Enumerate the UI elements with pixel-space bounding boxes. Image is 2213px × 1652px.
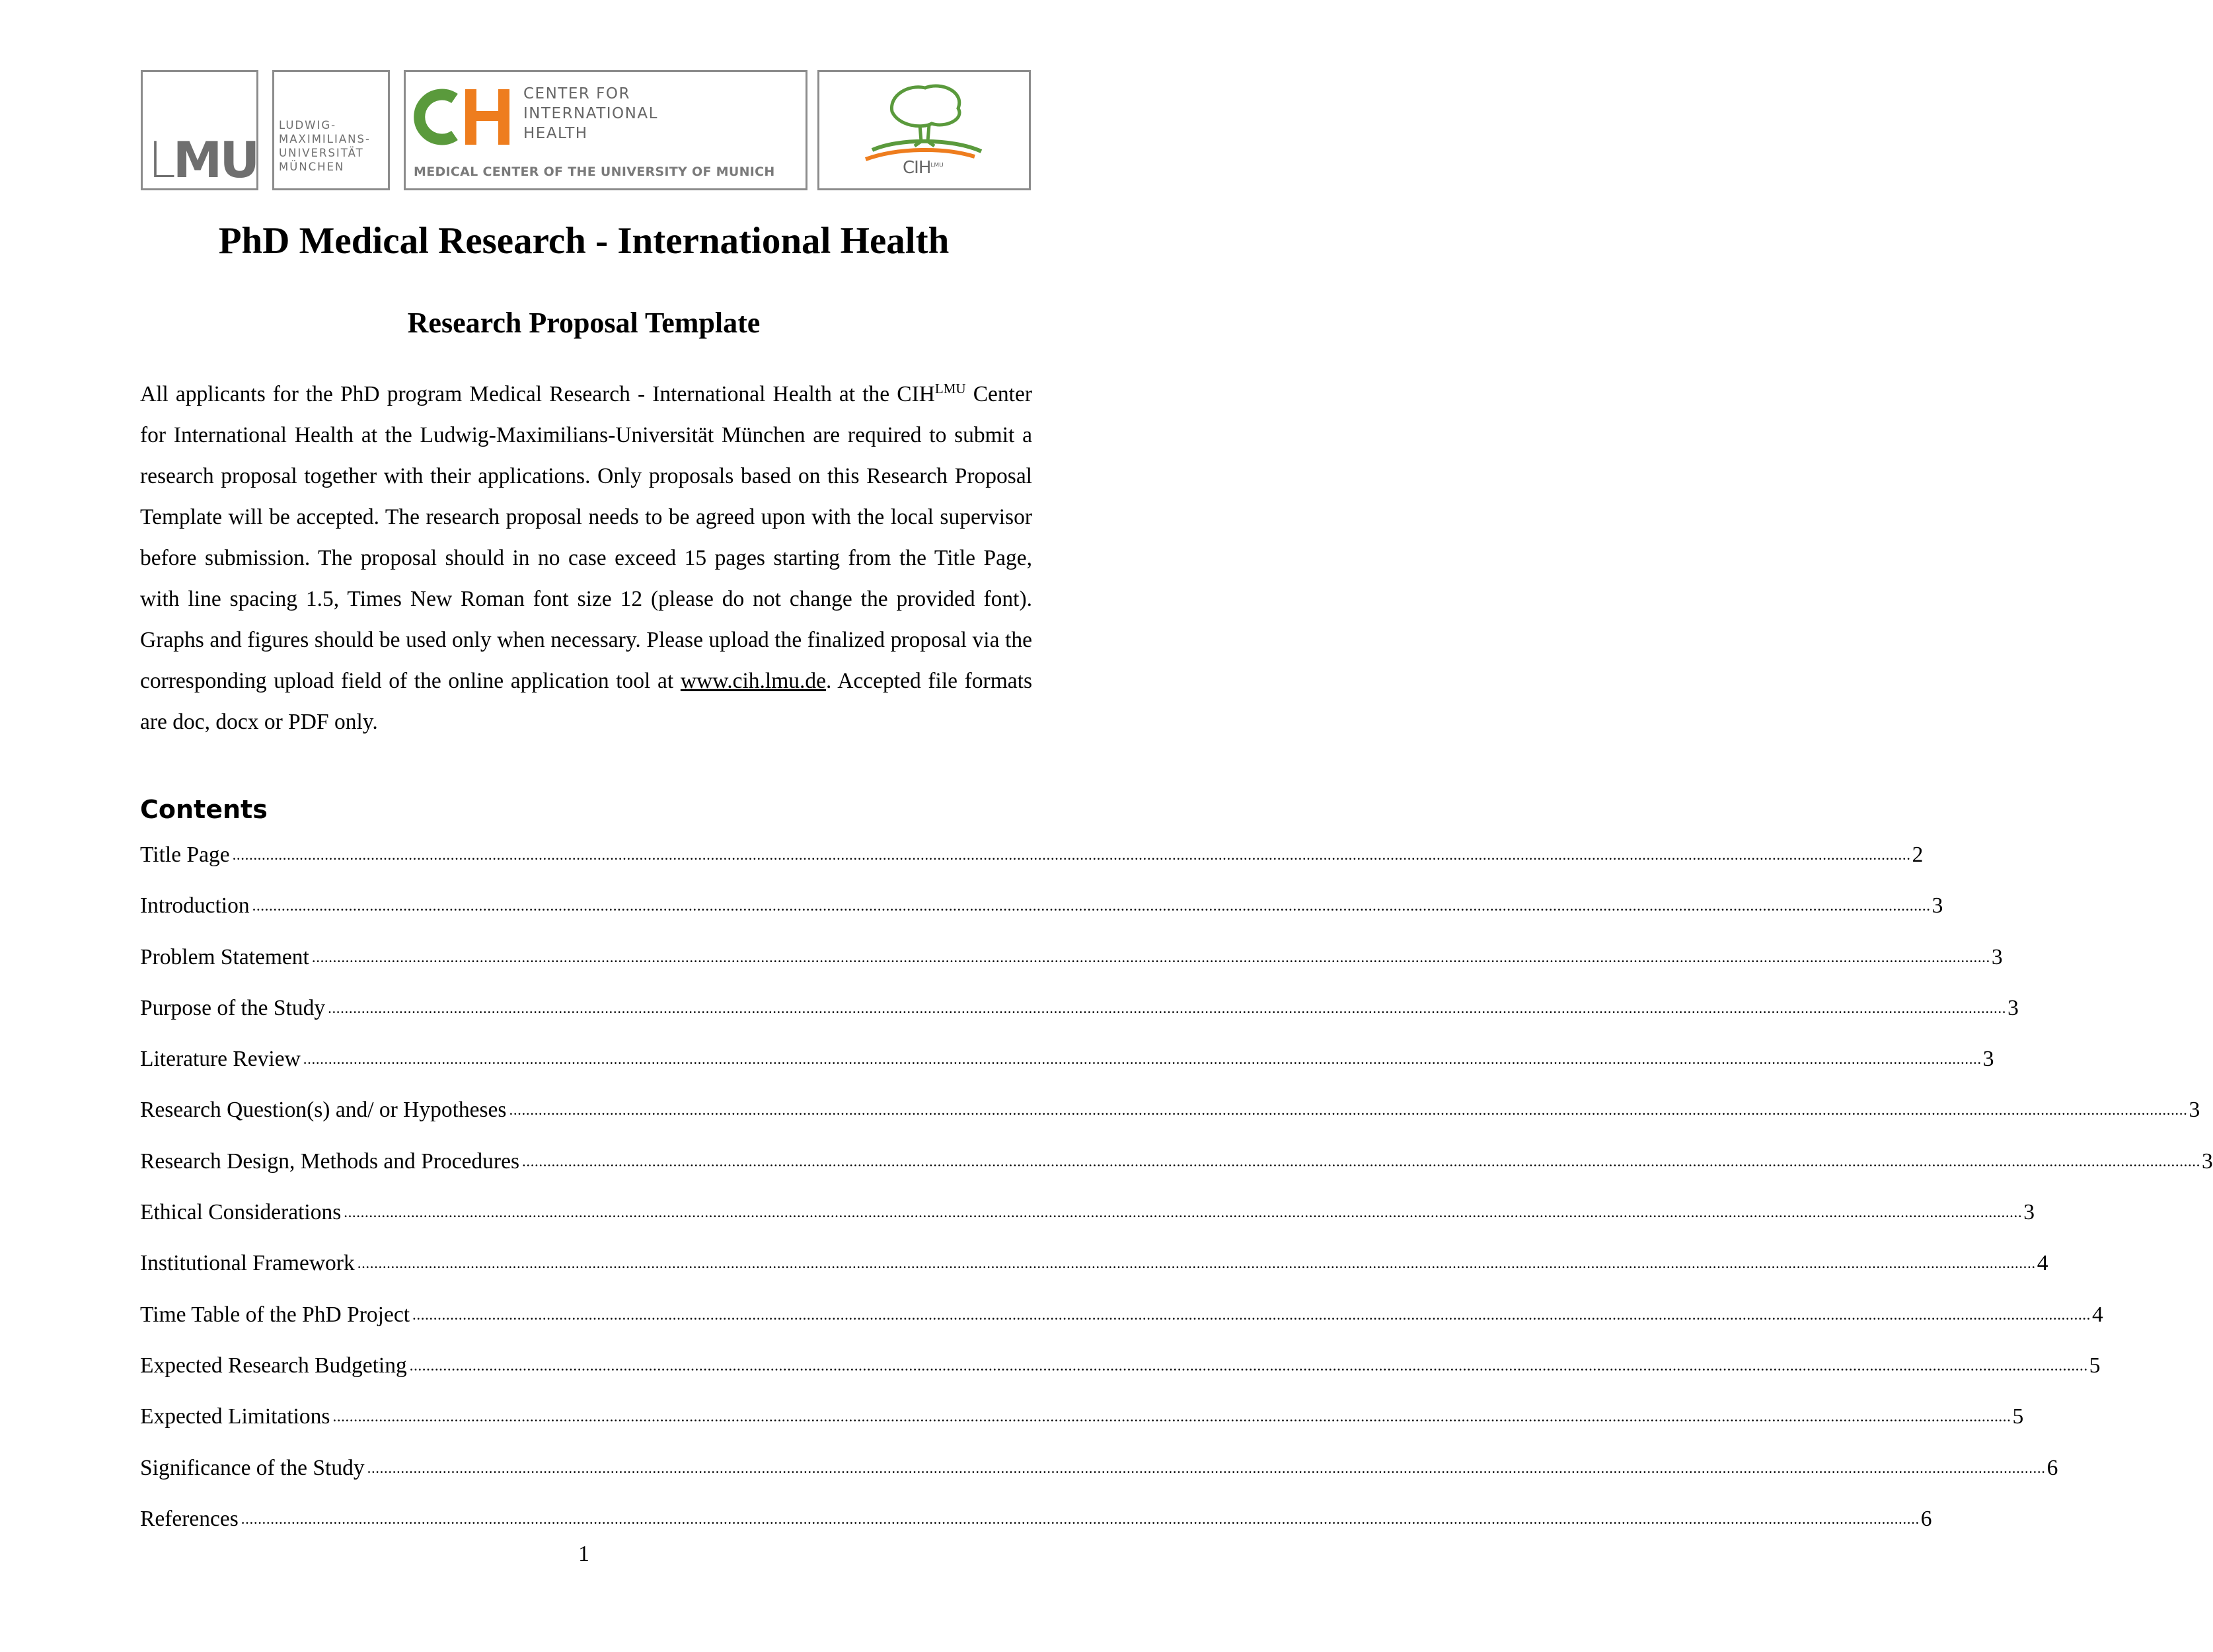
lmu-name-logo <box>272 70 390 190</box>
toc-dot-leader: ................................................................................................................................................................................................................................................................................................................................................................................................................ <box>303 1051 1982 1068</box>
tree-icon <box>859 79 991 165</box>
toc-entry-label: Expected Limitations <box>140 1404 330 1429</box>
toc-dot-leader: ................................................................................................................................................................................................................................................................................................................................................................................................................ <box>241 1510 1920 1527</box>
toc-entry[interactable] <box>140 1298 2103 1349</box>
toc-entry-label: Introduction <box>140 893 250 919</box>
toc-entry-label: Purpose of the Study <box>140 995 326 1020</box>
toc-dot-leader: ................................................................................................................................................................................................................................................................................................................................................................................................................ <box>252 897 1931 915</box>
toc-dot-leader: ................................................................................................................................................................................................................................................................................................................................................................................................................ <box>332 1408 2011 1425</box>
toc-entry[interactable] <box>140 940 2003 991</box>
toc-entry-label: Title Page <box>140 843 230 867</box>
cih-website-link[interactable]: www.cih.lmu.de <box>680 669 827 693</box>
page-number: 1 <box>578 1542 589 1566</box>
toc-entry[interactable] <box>140 1093 2200 1144</box>
page-title: PhD Medical Research - International Health <box>218 220 950 262</box>
toc-entry[interactable] <box>140 1195 2035 1246</box>
toc-entry[interactable] <box>140 1246 2048 1297</box>
toc-entry[interactable] <box>140 1042 1994 1093</box>
toc-entry-page: 4 <box>2037 1251 2048 1276</box>
toc-entry-label: Literature Review <box>140 1047 301 1072</box>
toc-entry-label: Ethical Considerations <box>140 1200 342 1225</box>
toc-entry-page: 3 <box>2202 1148 2213 1174</box>
intro-paragraph: All applicants for the PhD program Medical Research - International Health at the $CIH^{LMU}$ Center for International Health at the Ludwig-Maximilians-Universität München are required to submit a research proposal together with their applications. Only proposals based on this Research Proposal Template will be accepted. The research proposal needs to be agreed upon with the local supervisor before submission. The proposal should in no case exceed 15 pages starting from the Title Page, with line spacing 1.5, Times New Roman font size 12 (please do not change the provided font). Graphs and figures should be used only when necessary. Please upload the finalized proposal via the corresponding upload field of the online application tool at www.cih.lmu.de. Accepted file formats are doc, docx or PDF only. <box>140 381 1032 734</box>
toc-entry-page: 6 <box>1920 1506 1932 1531</box>
toc-entry[interactable] <box>140 1451 2058 1502</box>
toc-dot-leader: ................................................................................................................................................................................................................................................................................................................................................................................................................ <box>232 846 1911 863</box>
toc-dot-leader: ................................................................................................................................................................................................................................................................................................................................................................................................................ <box>509 1102 2188 1119</box>
toc-entry[interactable] <box>140 889 1943 940</box>
toc-entry[interactable] <box>140 1400 2024 1450</box>
toc-entry-page: 3 <box>1982 1047 1994 1072</box>
toc-entry[interactable] <box>140 991 2019 1042</box>
toc-dot-leader: ................................................................................................................................................................................................................................................................................................................................................................................................................ <box>367 1459 2046 1476</box>
cih-subtitle: MEDICAL CENTER OF THE UNIVERSITY OF MUNICH <box>414 165 775 179</box>
toc-entry-page: 3 <box>2189 1098 2200 1123</box>
toc-dot-leader: ................................................................................................................................................................................................................................................................................................................................................................................................................ <box>311 948 1990 965</box>
toc-entry-label: Significance of the Study <box>140 1455 365 1480</box>
toc-entry-page: 3 <box>2023 1200 2035 1225</box>
tree-logo-label: $CIH^{LMU}$ <box>903 158 944 178</box>
cih-letters-icon <box>414 84 519 150</box>
toc-entry-page: 6 <box>2046 1455 2058 1480</box>
page-subtitle: Research Proposal Template <box>407 307 761 339</box>
toc-entry-page: 4 <box>2092 1302 2103 1327</box>
toc-entry-page: 3 <box>1991 944 2003 969</box>
contents-heading: Contents <box>140 795 268 824</box>
toc-entry-label: Institutional Framework <box>140 1251 355 1276</box>
table-of-contents <box>140 838 2213 1553</box>
header-logos <box>141 70 1031 190</box>
toc-dot-leader: ................................................................................................................................................................................................................................................................................................................................................................................................................ <box>357 1255 2036 1272</box>
toc-entry-page: 5 <box>2089 1353 2101 1378</box>
toc-entry-page: 3 <box>1932 893 1943 919</box>
toc-entry-label: Research Design, Methods and Procedures <box>140 1148 519 1174</box>
toc-entry-label: Problem Statement <box>140 944 309 969</box>
toc-entry-page: 5 <box>2012 1404 2024 1429</box>
toc-entry[interactable] <box>140 1349 2101 1400</box>
toc-dot-leader: ................................................................................................................................................................................................................................................................................................................................................................................................................ <box>412 1306 2091 1323</box>
lmu-wordmark: LMU <box>148 131 258 189</box>
toc-dot-leader: ................................................................................................................................................................................................................................................................................................................................................................................................................ <box>409 1357 2088 1374</box>
toc-entry[interactable] <box>140 838 1924 889</box>
toc-entry-label: Research Question(s) and/ or Hypotheses <box>140 1098 507 1123</box>
lmu-logo <box>141 70 258 190</box>
toc-dot-leader: ................................................................................................................................................................................................................................................................................................................................................................................................................ <box>522 1152 2200 1170</box>
cih-tree-logo <box>817 70 1031 190</box>
toc-dot-leader: ................................................................................................................................................................................................................................................................................................................................................................................................................ <box>328 999 2007 1016</box>
toc-entry-page: 2 <box>1912 843 1924 867</box>
toc-entry-page: 3 <box>2007 995 2019 1020</box>
cih-logo <box>404 70 807 190</box>
toc-entry[interactable] <box>140 1145 2213 1195</box>
toc-dot-leader: ................................................................................................................................................................................................................................................................................................................................................................................................................ <box>344 1204 2023 1221</box>
lmu-university-name: LUDWIG- MAXIMILIANS- UNIVERSITÄT MÜNCHEN <box>279 119 371 173</box>
cih-full-name: CENTER FOR INTERNATIONAL HEALTH <box>523 85 658 142</box>
toc-entry-label: Time Table of the PhD Project <box>140 1302 410 1327</box>
toc-entry-label: Expected Research Budgeting <box>140 1353 407 1378</box>
toc-entry-label: References <box>140 1506 239 1531</box>
